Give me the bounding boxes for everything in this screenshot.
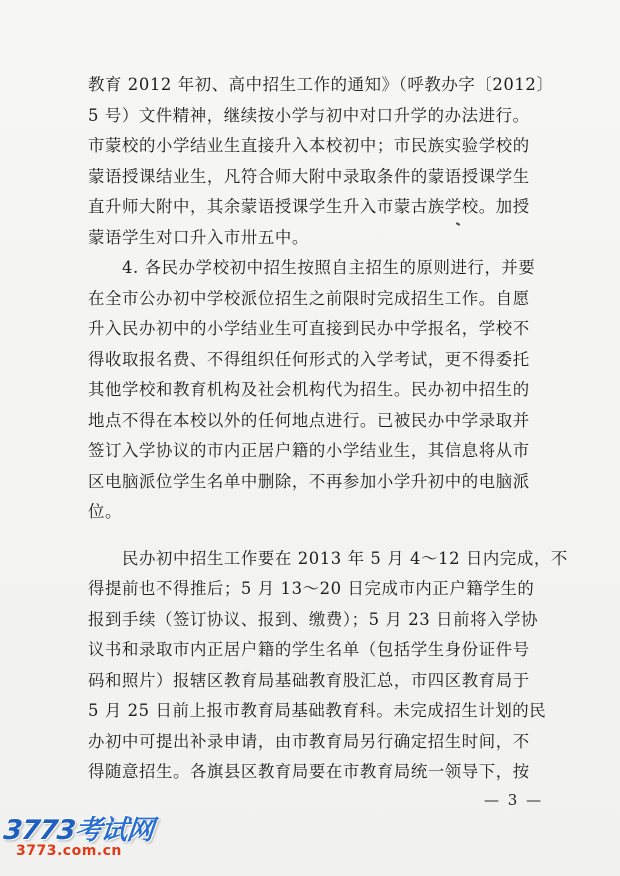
text-line: 市蒙校的小学结业生直接升入本校初中；市民族实验学校的 — [88, 136, 530, 155]
text-line: 其他学校和教育机构及社会机构代为招生。民办初中招生的 — [88, 380, 530, 399]
text-line: 民办初中招生工作要在 2013 年 5 月 4～12 日内完成，不 — [88, 548, 568, 568]
text-line: 签订入学协议的市内正居户籍的小学结业生，其信息将从市 — [88, 441, 530, 460]
text-line: 得随意招生。各旗县区教育局要在市教育局统一领导下，按 — [88, 762, 530, 781]
text-line: 教育 2012 年初、高中招生工作的通知》（呼教办字〔2012〕 — [88, 75, 554, 94]
watermark-logo-number: 3773 — [2, 815, 77, 846]
text-line: 5 月 25 日前上报市教育局基础教育科。未完成招生计划的民 — [88, 701, 547, 720]
text-line: 报到手续（签订协议、报到、缴费）；5 月 23 日前将入学协 — [88, 609, 539, 629]
text-line: 在全市公办初中学校派位招生之前限时完成招生工作。自愿 — [88, 288, 530, 308]
paragraph-schedule — [88, 544, 568, 788]
paragraph-item-4 — [88, 253, 536, 528]
paragraph-continuation — [88, 70, 554, 253]
text-line: 蒙语授课结业生，凡符合师大附中录取条件的蒙语授课学生 — [88, 166, 530, 186]
text-line: 地点不得在本校以外的任何地点进行。已被民办中学录取并 — [88, 410, 530, 430]
page-number: — 3 — — [484, 791, 544, 809]
text-line: 办初中可提出补录申请，由市教育局另行确定招生时间，不 — [88, 731, 530, 751]
text-line: 5 号）文件精神，继续按小学与初中对口升学的办法进行。 — [88, 105, 530, 125]
site-watermark[interactable] — [2, 808, 192, 872]
text-line: 区电脑派位学生名单中删除，不再参加小学升初中的电脑派 — [88, 471, 530, 491]
watermark-url[interactable]: 3773.com.cn — [16, 843, 122, 859]
text-line: 得提前也不得推后；5 月 13～20 日完成市内正户籍学生的 — [88, 579, 535, 598]
body-text — [88, 70, 568, 788]
text-line: 位。 — [88, 502, 122, 521]
text-line: 议书和录取市内正居户籍的学生名单（包括学生身份证件号 — [88, 640, 530, 659]
text-line: 码和照片）报辖区教育局基础教育股汇总，市四区教育局于 — [88, 670, 530, 690]
text-line: 4. 各民办学校初中招生按照自主招生的原则进行，并要 — [88, 258, 536, 277]
watermark-logo-text: 考试网 — [73, 815, 155, 846]
text-line: 直升师大附中，其余蒙语授课学生升入市蒙古族学校。加授 — [88, 197, 530, 216]
paragraph-gap — [88, 528, 536, 544]
text-line: 蒙语学生对口升入市卅五中。 — [88, 227, 309, 247]
text-line: 升入民办初中的小学结业生可直接到民办中学报名，学校不 — [88, 319, 530, 338]
watermark-logo[interactable] — [2, 808, 155, 847]
text-line: 得收取报名费、不得组织任何形式的入学考试，更不得委托 — [88, 349, 530, 369]
